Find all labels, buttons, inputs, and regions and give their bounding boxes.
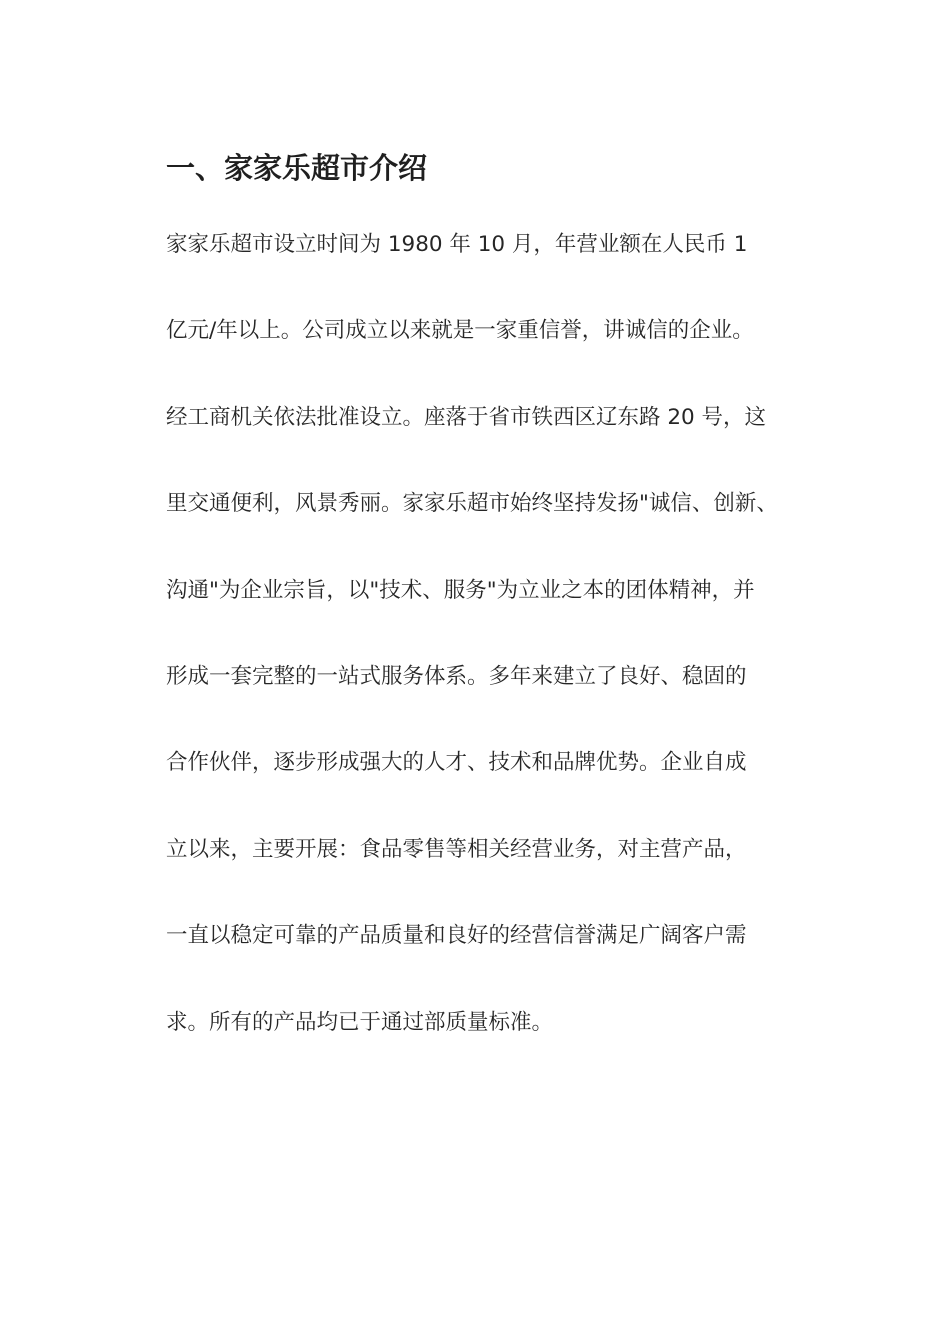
paragraph-line: 形成一套完整的一站式服务体系。多年来建立了良好、稳固的 (166, 663, 747, 689)
paragraph-line: 合作伙伴，逐步形成强大的人才、技术和品牌优势。企业自成 (166, 750, 747, 776)
paragraph-line: 一直以稳定可靠的产品质量和良好的经营信誉满足广阔客户需 (166, 923, 747, 949)
paragraph-line: 家家乐超市设立时间为 1980 年 10 月，年营业额在人民币 1 (166, 232, 748, 257)
paragraph-line: 求。所有的产品均已于通过部质量标准。 (166, 1009, 554, 1035)
paragraph-line: 亿元/年以上。公司成立以来就是一家重信誉，讲诚信的企业。 (166, 318, 754, 344)
paragraph-line: 里交通便利，风景秀丽。家家乐超市始终坚持发扬"诚信、创新、 (166, 491, 778, 517)
body-paragraph (166, 222, 806, 1086)
paragraph-line: 经工商机关依法批准设立。座落于省市铁西区辽东路 20 号，这 (166, 404, 767, 430)
paragraph-line: 立以来，主要开展：食品零售等相关经营业务，对主营产品， (166, 836, 747, 862)
section-heading: 一、家家乐超市介绍 (166, 151, 428, 185)
paragraph-line: 沟通"为企业宗旨，以"技术、服务"为立业之本的团体精神，并 (166, 577, 755, 603)
